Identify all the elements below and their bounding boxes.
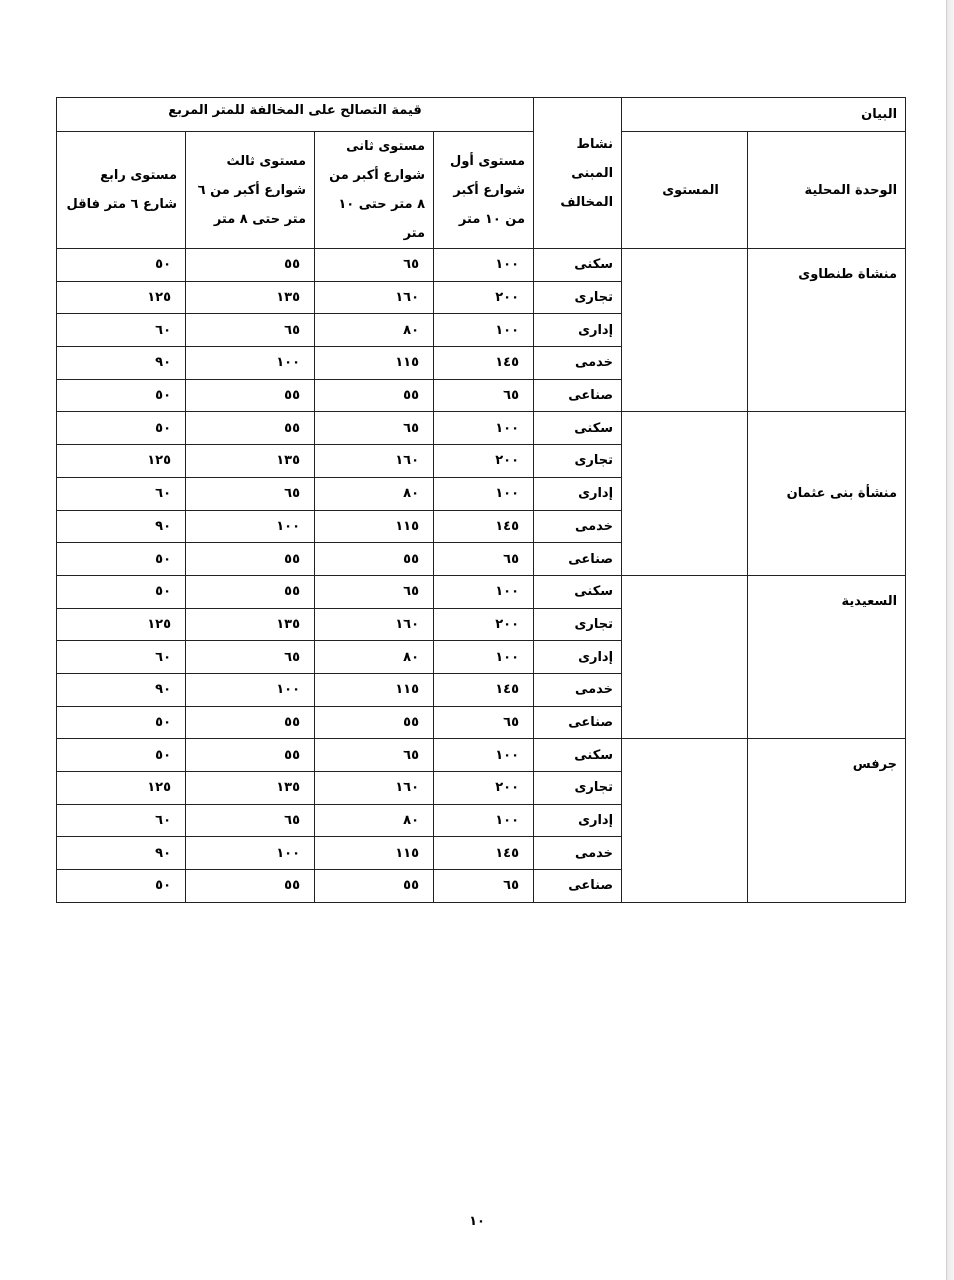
value-cell-level-3: ٥٥ xyxy=(186,249,315,282)
activity-cell: إدارى xyxy=(534,477,622,510)
value-cell-level-1: ١٠٠ xyxy=(434,314,534,347)
value-cell-level-2: ٦٥ xyxy=(315,412,434,445)
activity-cell: صناعى xyxy=(534,379,622,412)
value-cell-level-4: ٩٠ xyxy=(57,510,186,543)
activity-cell: سكنى xyxy=(534,249,622,282)
value-cell-level-2: ٨٠ xyxy=(315,641,434,674)
value-cell-level-3: ٦٥ xyxy=(186,477,315,510)
value-cell-level-1: ١٠٠ xyxy=(434,249,534,282)
value-cell-level-4: ٥٠ xyxy=(57,739,186,772)
activity-cell: إدارى xyxy=(534,804,622,837)
value-cell-level-3: ٥٥ xyxy=(186,575,315,608)
value-cell-level-4: ٥٠ xyxy=(57,412,186,445)
value-cell-level-4: ١٢٥ xyxy=(57,281,186,314)
value-cell-level-2: ٨٠ xyxy=(315,314,434,347)
value-cell-level-2: ٦٥ xyxy=(315,739,434,772)
value-cell-level-2: ١٦٠ xyxy=(315,281,434,314)
level-cell xyxy=(622,739,748,902)
value-cell-level-3: ٥٥ xyxy=(186,739,315,772)
value-cell-level-1: ٢٠٠ xyxy=(434,608,534,641)
value-cell-level-1: ١٤٥ xyxy=(434,347,534,380)
main-title-header: قيمة التصالح على المخالفة للمتر المربع xyxy=(57,98,534,132)
local-unit-cell: منشأة بنى عثمان xyxy=(748,412,906,575)
level-cell xyxy=(622,412,748,575)
value-cell-level-1: ١٠٠ xyxy=(434,412,534,445)
value-cell-level-4: ١٢٥ xyxy=(57,772,186,805)
activity-cell: خدمى xyxy=(534,510,622,543)
value-cell-level-1: ١٤٥ xyxy=(434,837,534,870)
value-cell-level-2: ١١٥ xyxy=(315,347,434,380)
value-cell-level-3: ٥٥ xyxy=(186,379,315,412)
value-cell-level-4: ١٢٥ xyxy=(57,608,186,641)
level-2-header: مستوى ثانى شوارع أكبر من ٨ متر حتى ١٠ متر xyxy=(315,132,434,249)
value-cell-level-4: ٥٠ xyxy=(57,379,186,412)
value-cell-level-4: ٥٠ xyxy=(57,249,186,282)
activity-cell: صناعى xyxy=(534,706,622,739)
activity-cell: خدمى xyxy=(534,837,622,870)
value-cell-level-2: ٥٥ xyxy=(315,543,434,576)
value-cell-level-1: ٦٥ xyxy=(434,870,534,903)
value-cell-level-3: ٦٥ xyxy=(186,641,315,674)
value-cell-level-3: ١٣٥ xyxy=(186,281,315,314)
value-cell-level-1: ١٠٠ xyxy=(434,804,534,837)
table-body xyxy=(57,249,906,903)
local-unit-cell: السعيدية xyxy=(748,575,906,738)
value-cell-level-2: ١٦٠ xyxy=(315,445,434,478)
activity-cell: سكنى xyxy=(534,412,622,445)
level-cell xyxy=(622,249,748,412)
activity-cell: سكنى xyxy=(534,739,622,772)
value-cell-level-1: ٢٠٠ xyxy=(434,772,534,805)
activity-cell: سكنى xyxy=(534,575,622,608)
value-cell-level-1: ١٤٥ xyxy=(434,510,534,543)
level-1-header: مستوى أول شوارع أكبر من ١٠ متر xyxy=(434,132,534,249)
value-cell-level-4: ٩٠ xyxy=(57,673,186,706)
activity-cell: تجارى xyxy=(534,608,622,641)
activity-cell: صناعى xyxy=(534,870,622,903)
level-header: المستوى xyxy=(622,132,748,249)
activity-cell: صناعى xyxy=(534,543,622,576)
value-cell-level-2: ٦٥ xyxy=(315,249,434,282)
value-cell-level-3: ١٠٠ xyxy=(186,510,315,543)
value-cell-level-3: ١٠٠ xyxy=(186,673,315,706)
header-row-bottom xyxy=(57,132,906,249)
value-cell-level-3: ٥٥ xyxy=(186,706,315,739)
reconciliation-table xyxy=(56,97,906,903)
value-cell-level-2: ٨٠ xyxy=(315,477,434,510)
value-cell-level-1: ١٠٠ xyxy=(434,477,534,510)
activity-cell: خدمى xyxy=(534,673,622,706)
page-edge xyxy=(946,0,954,1280)
value-cell-level-3: ٦٥ xyxy=(186,804,315,837)
value-cell-level-4: ٦٠ xyxy=(57,477,186,510)
level-cell xyxy=(622,575,748,738)
activity-cell: خدمى xyxy=(534,347,622,380)
activity-cell: إدارى xyxy=(534,314,622,347)
value-cell-level-3: ١٠٠ xyxy=(186,347,315,380)
value-cell-level-2: ١١٥ xyxy=(315,837,434,870)
value-cell-level-2: ٦٥ xyxy=(315,575,434,608)
value-cell-level-3: ١٠٠ xyxy=(186,837,315,870)
value-cell-level-3: ٦٥ xyxy=(186,314,315,347)
activity-header: نشاط المبنى المخالف xyxy=(534,98,622,249)
value-cell-level-4: ٦٠ xyxy=(57,804,186,837)
page-number: ١٠ xyxy=(469,1214,485,1229)
table-row xyxy=(57,412,906,445)
local-unit-cell: جرفس xyxy=(748,739,906,902)
value-cell-level-3: ٥٥ xyxy=(186,870,315,903)
value-cell-level-1: ٦٥ xyxy=(434,706,534,739)
value-cell-level-1: ١٤٥ xyxy=(434,673,534,706)
activity-cell: تجارى xyxy=(534,445,622,478)
value-cell-level-4: ٩٠ xyxy=(57,347,186,380)
value-cell-level-3: ١٣٥ xyxy=(186,772,315,805)
value-cell-level-2: ٨٠ xyxy=(315,804,434,837)
local-unit-cell: منشاة طنطاوى xyxy=(748,249,906,412)
value-cell-level-1: ١٠٠ xyxy=(434,641,534,674)
level-3-header: مستوى ثالث شوارع أكبر من ٦ متر حتى ٨ متر xyxy=(186,132,315,249)
value-cell-level-1: ٦٥ xyxy=(434,543,534,576)
value-cell-level-3: ٥٥ xyxy=(186,543,315,576)
value-cell-level-4: ١٢٥ xyxy=(57,445,186,478)
level-4-header: مستوى رابع شارع ٦ متر فاقل xyxy=(57,132,186,249)
value-cell-level-4: ٥٠ xyxy=(57,706,186,739)
value-cell-level-4: ٦٠ xyxy=(57,641,186,674)
activity-cell: تجارى xyxy=(534,281,622,314)
table-row xyxy=(57,575,906,608)
value-cell-level-3: ٥٥ xyxy=(186,412,315,445)
value-cell-level-1: ٢٠٠ xyxy=(434,281,534,314)
value-cell-level-3: ١٣٥ xyxy=(186,445,315,478)
bayan-header: البيان xyxy=(622,98,906,132)
activity-cell: إدارى xyxy=(534,641,622,674)
value-cell-level-2: ١١٥ xyxy=(315,673,434,706)
value-cell-level-4: ٦٠ xyxy=(57,314,186,347)
unit-header: الوحدة المحلية xyxy=(748,132,906,249)
value-cell-level-2: ١٦٠ xyxy=(315,608,434,641)
header-row-top xyxy=(57,98,906,132)
value-cell-level-4: ٥٠ xyxy=(57,543,186,576)
activity-cell: تجارى xyxy=(534,772,622,805)
value-cell-level-1: ١٠٠ xyxy=(434,575,534,608)
value-cell-level-4: ٩٠ xyxy=(57,837,186,870)
table-row xyxy=(57,739,906,772)
value-cell-level-1: ٦٥ xyxy=(434,379,534,412)
value-cell-level-2: ١١٥ xyxy=(315,510,434,543)
value-cell-level-2: ١٦٠ xyxy=(315,772,434,805)
table-row xyxy=(57,249,906,282)
value-cell-level-4: ٥٠ xyxy=(57,575,186,608)
value-cell-level-2: ٥٥ xyxy=(315,706,434,739)
value-cell-level-2: ٥٥ xyxy=(315,379,434,412)
value-cell-level-1: ٢٠٠ xyxy=(434,445,534,478)
value-cell-level-2: ٥٥ xyxy=(315,870,434,903)
value-cell-level-3: ١٣٥ xyxy=(186,608,315,641)
value-cell-level-1: ١٠٠ xyxy=(434,739,534,772)
value-cell-level-4: ٥٠ xyxy=(57,870,186,903)
